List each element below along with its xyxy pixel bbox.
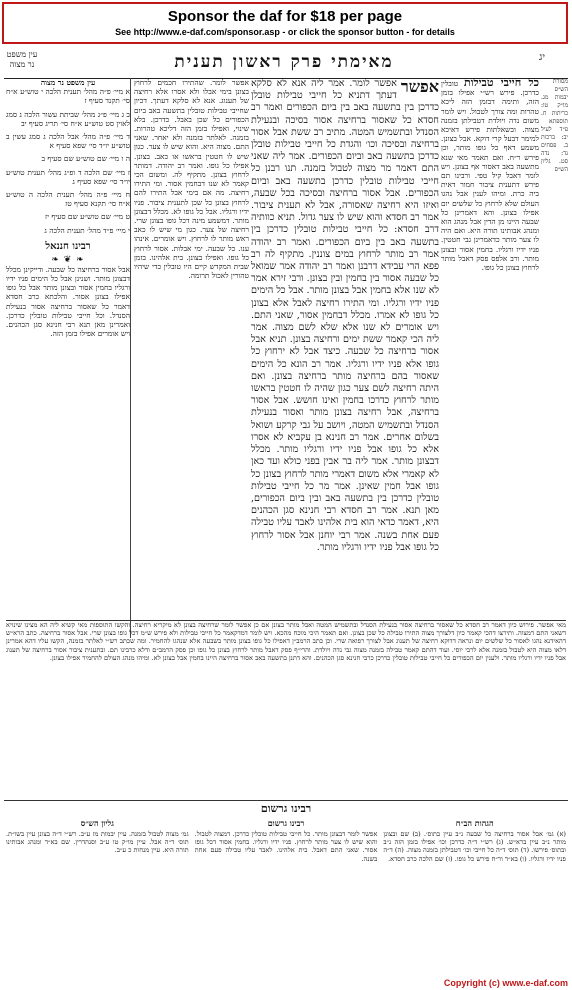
copyright-link[interactable]: Copyright (c) www.e-daf.com — [443, 978, 568, 988]
ein-mishpat-item: ט מיי׳ שם טוש״ע שם סעיף יז — [45, 212, 130, 222]
rashi-column — [134, 78, 249, 618]
rabbeinu-chananel-text: אבל אסור ברחיצה כל שבעה. ודייקינן מכלל דבצונן מותר. ושנינן אבל כל הימים פניו ידיו ורגליו בחמין אסור ובצונן מותר אבל כל גופו אפילו בצונן אסור. והלכתא כרב חסדא דאמר כל שאסור ברחיצה אסור בנעילת הסנדל. וכל חייבי טבילות טובלין כדרכן. ואמרינן מאן תנא רבי חנינא סגן הכהנים. ויש אומרים אפילו בזמן הזה. — [6, 264, 130, 339]
ein-mishpat-item: א מיי׳ פ״ה מהל׳ תענית הלכה י טוש״ע א״ח סי׳ תקנד סעיף ז — [6, 87, 130, 106]
lower-commentary-text: מאי אפשר. פירוש כיון דאמר רב חסדא כל שאסור ברחיצה אסור בנעילת הסנדל ובתשמיש המטה ואבל מותר בצונן אם כן אפשר לומר שרחיצה בצונן לא מיקריא רחיצה. והקשו התוספות מאי קשיא ליה הא מצינו שינויא דשאני התם דמצוה. ותירצו דהכי קאמר כיון דלצורך מצוה התירו טבילה כל שכן בצונן. ואם תאמר היכי מוכח מהכא. ויש לומר דמדקאמר כל חייבי טבילות ולא פירש ש״מ דכל גופו בצונן שרי. אבל אסור ברחיצה. כתב הרא״ש דהאידנא נהגו לאסור כל שלשים יום ונראה דדוקא רחיצה של תענוג אבל לצורך רפואה שרי. וכן כתב הרמב״ן דאפילו כל גופו בצונן מותר בשבעה אלא שנהגו להחמיר. ומה שכתב רש״י לאלתר בזמנה, הקשו עליו דהא אמרינן דלאו מצוה היא לטבול בזמנה אלא לרבי יוסי. ועוד דהתם קאמר טבילה בזמנה מצוה גבי נדה ויולדת. והרי״ף פסק דאבל מותר לרחוץ בצונן כל גופו וכן פסק הרמב״ם ודלא כרבינו תם. ובתענית ציבור אסור ברחיצה של תענוג אבל פניו ידיו ורגליו מותר. ולענין יום הכפורים כל חייבי טבילות טובלין כדרכן כרבי חנינא סגן הכהנים. והא דתנן בתשעה באב אסור ברחיצה היינו בחמין אבל בצונן לא. ומיהו מנהג העולם להחמיר אפילו בצונן. — [6, 621, 566, 662]
sponsor-subtitle[interactable]: See http://www.e-daf.com/sponsor.asp - or click the sponsor button - for details — [115, 27, 455, 37]
gemara-opening-word: אפשר — [400, 78, 439, 96]
rabbeinu-chananel-title: רבינו חננאל — [45, 240, 91, 252]
hagahot-column — [383, 816, 566, 976]
ein-mishpat-header: עין משפט נר מצוה — [6, 50, 38, 69]
gilyon-hashas-column — [6, 816, 189, 976]
ein-mishpat-item: ה ו מיי׳ שם טוש״ע שם סעיף ב — [41, 154, 130, 164]
ein-mishpat-list — [6, 78, 130, 235]
gemara-text: אפשר לומר. אמר ליה אנא לא סלקא דעתך דתניא כל חייבי טבילות טובלן כדרכן בין בתשעה באב בין ביום הכפורים ואמר רב חסדא כל שאסור ברחיצה אסור בסיכה ובנעילת הסנדל ובתשמיש המטה. מתיב רב ששת אבל אסור ברחיצה ובסיכה וכו׳ והגדת כל חייבי טבילות טובלן כדרכן בתשעה באב וביום הכפורים. אמר ליה שאני התם דאמר מר מצוה לטבול בזמנה. תנו רבנן כל חייבי טבילות טובלין כדרכן בתשעה באב וביום הכפורים. אבל אסור ברחיצה ובסיכה בכל שבעה, ואיזו היא רחיצה שאסורה, אבל לא תענית ציבור. אמר רב חסדא והוא שיש לו צער גדול. תניא כוותיה דרב חסדא: כל חייבי טבילות טובלין כדרכן בין בתשעה באב בין ביום הכפורים. ואמר רב יהודה אמר רב מותר לרחוץ במים צוננין. מתקיף לה רב פפא הרי עבידא דרבנן ואמר רב יהודה אמר שמואל כל שבעה אסור בין בחמין ובין בצונן. ורבי זירא אמר לא שנו אלא בחמין אבל בצונן מותר. אבל כל הימים פניו ידיו ורגליו. ומי התירו רחיצה לאבל אלא בצונן כל גופו לא אמרו. מכלל דבחמין אסור, שאני התם. ויש אומרים לא שנו אלא שלא לשם מצוה. אמר ליה הכי קאמר ששת ימים ורחיצה בצונן. תניא אבל אסור ברחיצה כל שבעה. כיצד אבל לא ירחוץ כל גופו אלא פניו ידיו ורגליו. אמר רב הונא כל הימים שאסור בהם ברחיצה מותר ברחיצה בצונן. ואם היתה רחיצה לשם צער כגון שהיה לו חטטין בראשו מותר לרחוץ כדרכו בחמין ואינו חושש. אבל אסור ברחיצה, אבל רחיצה בצונן מותר ואסור בנעילת הסנדל ובתשמיש המטה, ויושב על גבי קרקע ושואל בשלום אחרים. אמר רב חנינא בן עקביא לא אסרו אלא כל גופו אבל פניו ידיו ורגליו מותר. מכלל דבצונן מותר. אמר ליה בר אבין בפני כולא ועד כאן לא קאמרי אלא משום דאמרי מותר לרחוץ בצונן כל גופו אבל חמין שאינן. אמר מר כל חייבי טבילות טובלין כדרכן בין בתשעה באב ובין ביום הכפורים, מאן תנא. אמר רב חסדא רבי חנינא סגן הכהנים היא, דאמר כדאי הוא בית אלהינו לאבד עליו טבילה פעם אחת בשנה. אמר רבי יוחנן אבל אסור לרחוץ כל גופו אבל פניו ידיו ורגליו מותר. — [251, 78, 439, 553]
tosafot-dibur-hamatchil: כל חייבי טבילות — [463, 78, 539, 89]
tosafot-column — [441, 78, 539, 618]
ein-mishpat-column — [6, 78, 131, 638]
ein-mishpat-item: ב ג מיי׳ פ״ג מהל׳ שביתת עשור הלכה ג סמג לאוין סט טוש״ע א״ח סי׳ תריג סעיף יב — [6, 109, 130, 128]
lower-commentary — [6, 620, 566, 801]
lower-section-title: רבינו גרשום — [4, 800, 568, 815]
ein-mishpat-title: עין משפט נר מצוה — [40, 78, 96, 87]
hagahot-text: (א) גמ׳ אבל אסור ברחיצה כל שבעה נ״ב עיין בתוס׳. (ב) שם ובצונן מותר נ״ב עיין ברא״ש. (ג) רש״י ד״ה כדרכן וכו׳ אפילו בזמן הזה נ״ב ובתוס׳ פירשו. (ד) תוס׳ ד״ה כל חייבי וכו׳ דטבילתן בזמנה מצוה. (ה) ד״ה פניו ידיו ורגליו. (ו) בא״ד ור״ח פירש כל גופו. (ז) שם הלכה כרב חסדא. — [383, 830, 566, 863]
folio-number: יג — [539, 52, 545, 63]
lower-notes — [6, 816, 566, 976]
ein-mishpat-item: י מיי׳ פ״ד מהל׳ תענית הלכה ג — [44, 225, 130, 235]
gemara-column — [251, 78, 439, 618]
rabbeinu-gershom-title: רבינו גרשום — [267, 818, 305, 828]
rashi-text: אפשר לומר. שהתירו חכמים לרחוץ בצונן בימי אבלו ולא אסרו אלא רחיצה של תענוג. אנא לא סלקא דעתך. דכיון שחייבי טבילות טובלין בתשעה באב ביום הכפורים כל שכן באבל. כדרכן. בלא שינוי, ואפילו בזמן הזה דליכא טהרות. בזמנה. לאלתר בזמנה ולא יאחר. שאני התם. מצוה היא. והוא שיש לו צער. כגון שיש לו חטטין בראשו או כאב. בצונן. אפילו כל גופו. ואמר רב יהודה. דמותר לרחוץ בצונן. מתקיף לה. ומשום הכי קאמר לא שנו דבחמין אסור. ומי התירו רחיצה. מה אם בימי אבל התירו להם לרחוץ בצונן כל שכן לתענית ציבור. פניו ידיו ורגליו. אבל כל גופו לא. מכלל דבצונן מותר. דמשמע מינה דכל גופו בצונן שרי. רחיצה של צער. כגון מי שיש לו כאב ראש מותר לו לרחוץ. ויש אומרים. אינהו ענו. כל שבעה. ימי אבלות. אסור לרחוץ כל גופו. ואפילו בצונן. בית אלהינו. בזמן שבית המקדש קיים היו טובלין כדי שיהיו טהורין לאכול תרומה. — [134, 78, 249, 281]
tosafot-text: טובלין כדרכן. פירש רש״י אפילו בזמן הזה, ותימה דבזמן הזה ליכא טהרות ומה צורך לטבול. ויש לומר משום נדה ויולדת דטבילתן בזמנה מצוה. ובשאלתות פירש דאיכא למימר דבעל קרי דוקא. אבל בצונן. משמע דאף כל גופו מותר, וכן פירש ר״ח. ואם תאמר מאי שנא מתשעה באב דאסור אף בצונן. ויש לומר דאבל קיל טפי. ורבינו תם פירש דתענית ציבור חמור דאית ביה כרת. ומיהו לענין אבל נהגו העולם שלא לרחוץ כל שלשים יום אפילו בצונן. והא דאמרינן כל שבעה היינו מן הדין אבל מנהג הוא ומנהג אבותינו תורה היא. ואם היה לו צער מותר כדאמרינן גבי חטטין. פניו ידיו ורגליו. בחמין אסור ובצונן מותר. ורב אלפס פסק דאבל מותר לרחוץ בצונן כל גופו. — [441, 79, 539, 273]
rabbeinu-gershom-text: אפשר לומר דבצונן מותר. כל חייבי טבילות טובלין כדרכן. דמצוה לטבול. והוא שיש לו צער מותר לרחוץ. פניו ידיו ורגליו. בחמין אסור דכל גופו אסור. שאני התם דאבל. בית אלהינו. לאבד עליו טבילה פעם אחת בשנה. — [194, 830, 378, 863]
ein-mishpat-item: ז מיי׳ שם הלכה ד ופ״ג מהל׳ תענית טוש״ע יו״ד סי׳ שפא סעיף ג — [6, 167, 130, 186]
gilyon-hashas-title: גליון הש״ס — [80, 818, 114, 828]
sponsor-banner[interactable] — [2, 2, 568, 44]
ornament: ❧ ❦ ❧ — [51, 254, 85, 265]
page-header — [4, 48, 568, 79]
running-head: מאימתי פרק ראשון תענית — [174, 52, 394, 72]
sponsor-title[interactable]: Sponsor the daf for $18 per page — [167, 8, 403, 25]
masoret-hashas-text: מסורת הש״ס יבמות מג. מו״ק טו: כריתות ח. תוספתא פ״ד לעיל יב: ברכות ב. פסחים נד: נדה סט. גליון הש״ס — [541, 78, 568, 173]
gilyon-hashas-text: גמ׳ מצוה לטבול בזמנה. עיין יבמות מז ע״ב. רש״י ד״ה בצונן עיין בשו״ת. תוס׳ ד״ה אבל. עיין מו״ק טו ע״ב וסנהדרין. שם בא״ד ומנהג אבותינו תורה היא. עיין מנחות כ ע״ב. — [6, 830, 189, 855]
masoret-hashas-column — [541, 78, 568, 638]
ein-mishpat-item: ח מיי׳ פ״ה מהל׳ תענית הלכה ה טוש״ע א״ח סי׳ תקנא סעיף טז — [6, 190, 130, 209]
rabbeinu-gershom-column — [195, 816, 378, 976]
hagahot-title: הגהות הב״ח — [455, 818, 494, 828]
talmud-page — [4, 48, 568, 978]
ein-mishpat-item: ד מיי׳ פ״ה מהל׳ אבל הלכה ג סמג עשין ב טוש״ע יו״ד סי׳ שפא סעיף א — [6, 132, 130, 151]
